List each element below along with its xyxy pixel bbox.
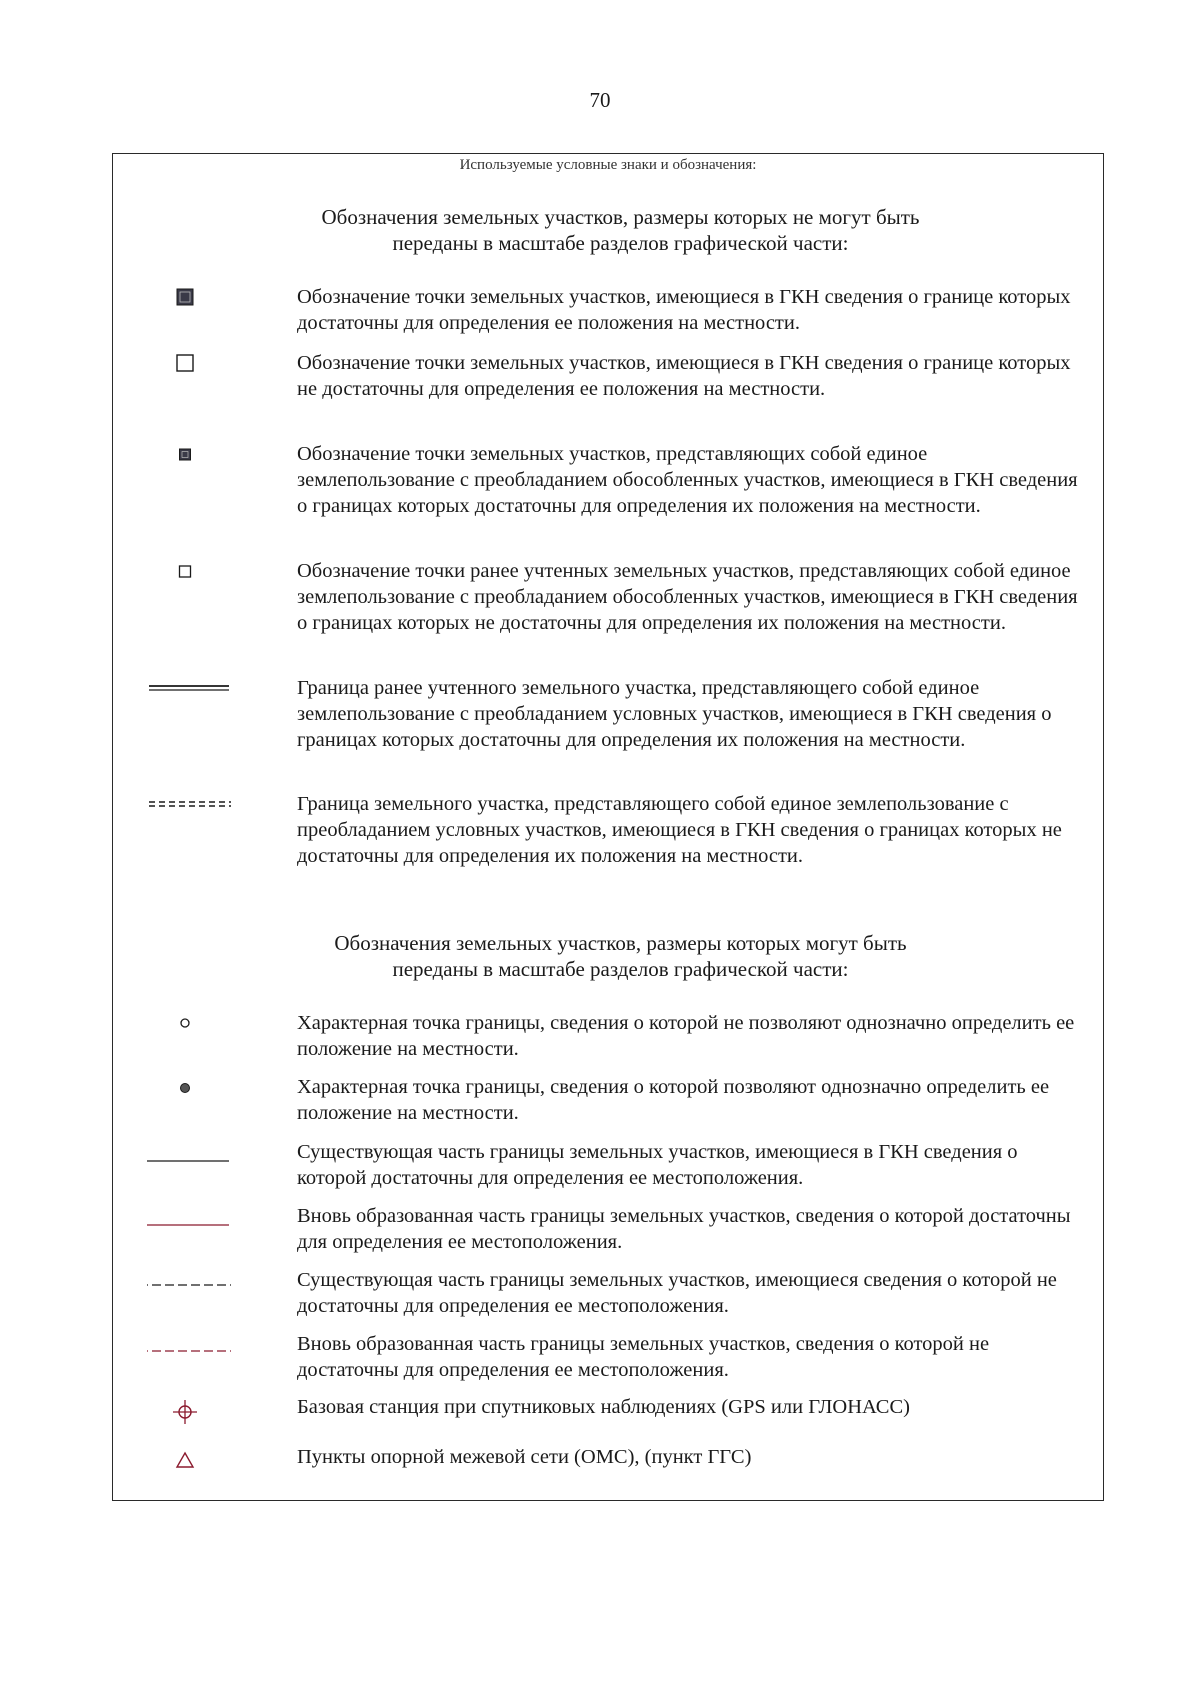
legend-entry-text: Существующая часть границы земельных участков, имеющиеся сведения о которой не достаточны для определения ее местоположения. [297,1269,1057,1317]
legend-entry-text: Базовая станция при спутниковых наблюдениях (GPS или ГЛОНАСС) [297,1396,910,1418]
section-heading-line1: Обозначения земельных участков, размеры которых не могут быть [321,205,920,229]
section-heading-unscalable [113,204,1103,256]
empty-large-square-icon [113,350,261,376]
legend-entry-text: Граница ранее учтенного земельного участка, представляющего собой единое землепользование с преобладанием условных участков, имеющиеся в ГКН сведения о границах которых достаточны для определения их положения на местности. [297,677,1052,751]
filled-point-icon [113,1074,261,1100]
legend-entry-text: Обозначение точки земельных участков, имеющиеся в ГКН сведения о границе которых достаточны для определения ее положения на местности. [297,286,1071,334]
legend-entry-text: Характерная точка границы, сведения о которой не позволяют однозначно определить ее положение на местности. [297,1012,1075,1060]
legend-entry-text: Характерная точка границы, сведения о которой позволяют однозначно определить ее положение на местности. [297,1076,1050,1124]
legend-entry-text: Обозначение точки земельных участков, имеющиеся в ГКН сведения о границе которых не достаточны для определения ее положения на местности. [297,352,1071,400]
legend-entry-text: Существующая часть границы земельных участков, имеющиеся в ГКН сведения о которой достаточны для определения ее местоположения. [297,1141,1018,1189]
section-heading-line1: Обозначения земельных участков, размеры которых могут быть [334,931,907,955]
double-solid-line-icon [113,675,261,701]
legend-entry-text: Обозначение точки ранее учтенных земельных участков, представляющих собой единое землепользование с преобладанием обособленных участков, имеющиеся в ГКН сведения о границах которых не достаточны для определения их положения на местности. [297,560,1078,634]
double-dashed-line-icon [113,791,261,817]
red-dashed-line-icon [113,1331,261,1357]
section-heading-line2: переданы в масштабе разделов графической части: [392,957,849,981]
black-dashed-line-icon [113,1267,261,1293]
red-solid-line-icon [113,1203,261,1229]
triangle-icon [113,1444,261,1470]
hollow-point-icon [113,1010,261,1036]
black-solid-line-icon [113,1139,261,1165]
legend-entry-text: Пункты опорной межевой сети (ОМС), (пункт ГГС) [297,1446,752,1468]
section-heading-line2: переданы в масштабе разделов графической части: [392,231,849,255]
legend-frame [112,153,1104,1501]
legend-entry-text: Граница земельного участка, представляющего собой единое землепользование с преобладанием условных участков, имеющиеся в ГКН сведения о границах которых не достаточны для определения их положения на местности. [297,793,1062,867]
empty-small-square-icon [113,558,261,584]
legend-entry-text: Обозначение точки земельных участков, представляющих собой единое землепользование с преобладанием обособленных участков, имеющиеся в ГКН сведения о границах которых достаточны для определения их положения на местности. [297,443,1078,517]
frame-title: Используемые условные знаки и обозначения: [459,157,757,173]
legend-entry-text: Вновь образованная часть границы земельных участков, сведения о которой достаточны для определения ее местоположения. [297,1205,1071,1253]
base-station-icon [113,1394,261,1420]
filled-large-square-icon [113,284,261,310]
legend-entry-text: Вновь образованная часть границы земельных участков, сведения о которой не достаточны для определения ее местоположения. [297,1333,990,1381]
section-heading-scalable [113,930,1103,982]
page-number: 70 [589,88,611,112]
filled-small-square-icon [113,441,261,467]
